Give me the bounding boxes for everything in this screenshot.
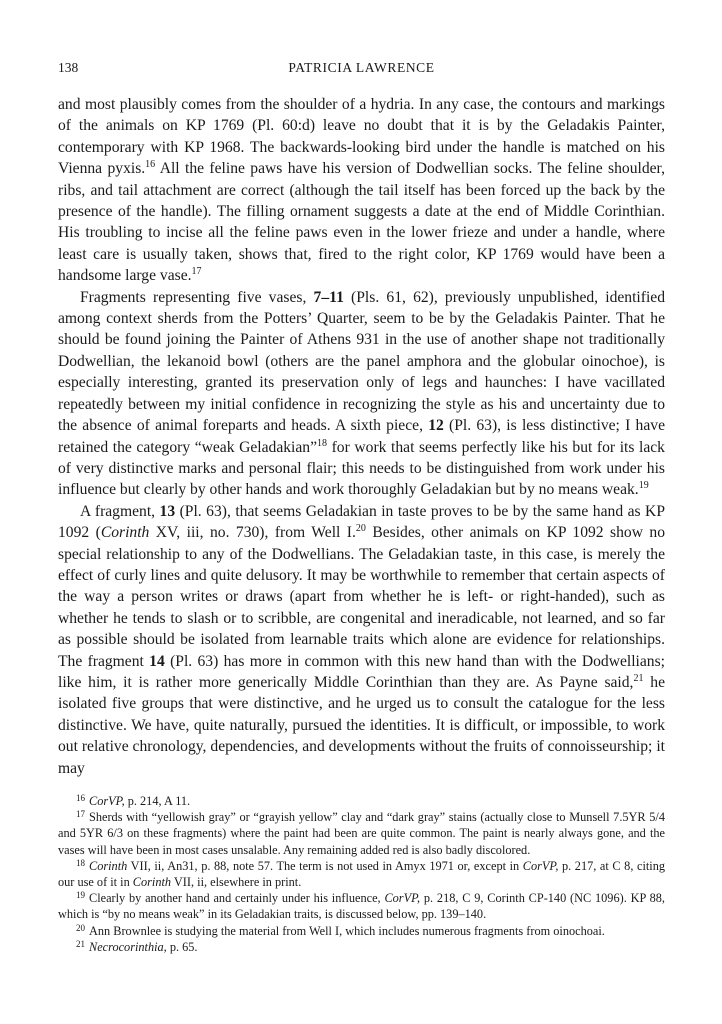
catalogue-number: 14 <box>149 652 165 670</box>
footnote-ref-20[interactable]: 20 <box>355 523 366 535</box>
footnote-19: $^{19}$ Clearly by another hand and certainly under his influence, CorVP, p. 218, C 9, Corinth CP-140 (NC 1096). KP 88, which is “by no means weak” in its Geladakian traits, is discussed below, pp. 139–140. <box>58 890 666 922</box>
footnote-16: $^{16}$ CorVP, p. 214, A 11. <box>76 793 191 808</box>
footnote-ref-19[interactable]: 19 <box>638 480 649 492</box>
footnote-17: $^{17}$ Sherds with “yellowish gray” or “grayish yellow” clay and “dark gray” stains (actually close to Munsell 7.5YR 5/4 and 5YR 6/3 on these fragments) where the paint had been are quite common. The paint is nearly always gone, and the vases will have been in most cases unsalable. Any remaining added red is also badly discolored. <box>58 809 665 857</box>
catalogue-number: 13 <box>159 502 176 520</box>
running-head <box>58 60 665 82</box>
footnote-18: $^{18}$ Corinth VII, ii, An31, p. 88, note 57. The term is not used in Amyx 1971 or, except in CorVP, p. 217, at C 8, citing our use of it in Corinth VII, ii, elsewhere in print. <box>58 857 665 890</box>
running-head-author: PATRICIA LAWRENCE <box>288 60 435 75</box>
footnote-ref-16[interactable]: 16 <box>145 159 156 171</box>
footnote-ref-17[interactable]: 17 <box>191 266 202 278</box>
paragraph-3: A fragment, 13 (Pl. 63), that seems Geladakian in taste proves to be by the same hand as KP 1092 (Corinth XV, iii, no. 730), from Well I.$^{20}$ Besides, other animals on KP 1092 show no special relationship to any of the Dodwellians. The Geladakian taste, in this case, is merely the effect of curly lines and quite delusory. It may be worthwhile to remember that certain aspects of the way a person writes or draws (apart from whether he is left- or right-handed), such as whether he tends to slash or to scribble, are congenital and ineradicable, not learned, and so far as possible should be isolated from learnable traits which alone are evidence for relationships. The fragment 14 (Pl. 63) has more in common with this new hand than with the Dodwellians; like him, it is rather more generically Middle Corinthian than they are. As Payne said,$^{21}$ he isolated five groups that were distinctive, and he urged us to consult the catalogue for the less distinctive. We have, quite naturally, pursued the identities. It is difficult, or impossible, to work out relative chronology, dependencies, and developments without the fruits of connoisseurship; it may <box>58 502 666 777</box>
footnotes <box>58 793 665 955</box>
catalogue-number: 12 <box>428 417 444 435</box>
paragraph-1: and most plausibly comes from the shoulder of a hydria. In any case, the contours and markings of the animals on KP 1769 (Pl. 60:d) leave no doubt that it is by the Geladakis Painter, contemporary with KP 1968. The backwards-looking bird under the handle is matched on his Vienna pyxis.$^{16}$ All the feline paws have his version of Dodwellian socks. The feline shoulder, ribs, and tail attachment are correct (although the tail itself has been forced up the back by the presence of the handle). The filling ornament suggests a date at the end of Middle Corinthian. His troubling to incise all the feline paws even in the lower frieze and under a handle, where least care is usually taken, shows that, fired to the right color, KP 1769 would have been a handsome large vase.$^{17}$ <box>58 96 666 285</box>
page-number: 138 <box>58 60 79 75</box>
body-text <box>58 94 665 779</box>
footnote-21: $^{21}$ Necrocorinthia, p. 65. <box>76 938 198 954</box>
catalogue-number: 7–11 <box>313 288 344 306</box>
page <box>58 60 665 955</box>
footnote-ref-21[interactable]: 21 <box>633 672 644 684</box>
paragraph-2: Fragments representing five vases, 7–11 (Pls. 61, 62), previously unpublished, identified among context sherds from the Potters’ Quarter, seem to be by the Geladakis Painter. That he should be found joining the Painter of Athens 931 in the use of another shape not traditionally Dodwellian, the lekanoid bowl (others are the panel amphora and the globular oinochoe), is especially interesting, granted its preservation only of legs and haunches: I have vacillated repeatedly between my initial confidence in recognizing the style as his and uncertainty due to the absence of animal foreparts and heads. A sixth piece, 12 (Pl. 63), is less distinctive; I have retained the category “weak Geladakian”$^{18}$ for work that seems perfectly like his but for its lack of very distinctive marks and personal flair; this needs to be distinguished from work under his influence but clearly by other hands and work thoroughly Geladakian but by no means weak.$^{19}$ <box>58 288 666 499</box>
footnote-20: $^{20}$ Ann Brownlee is studying the material from Well I, which includes numerous fragments from oinochoai. <box>76 922 605 938</box>
footnote-ref-18[interactable]: 18 <box>317 437 328 449</box>
